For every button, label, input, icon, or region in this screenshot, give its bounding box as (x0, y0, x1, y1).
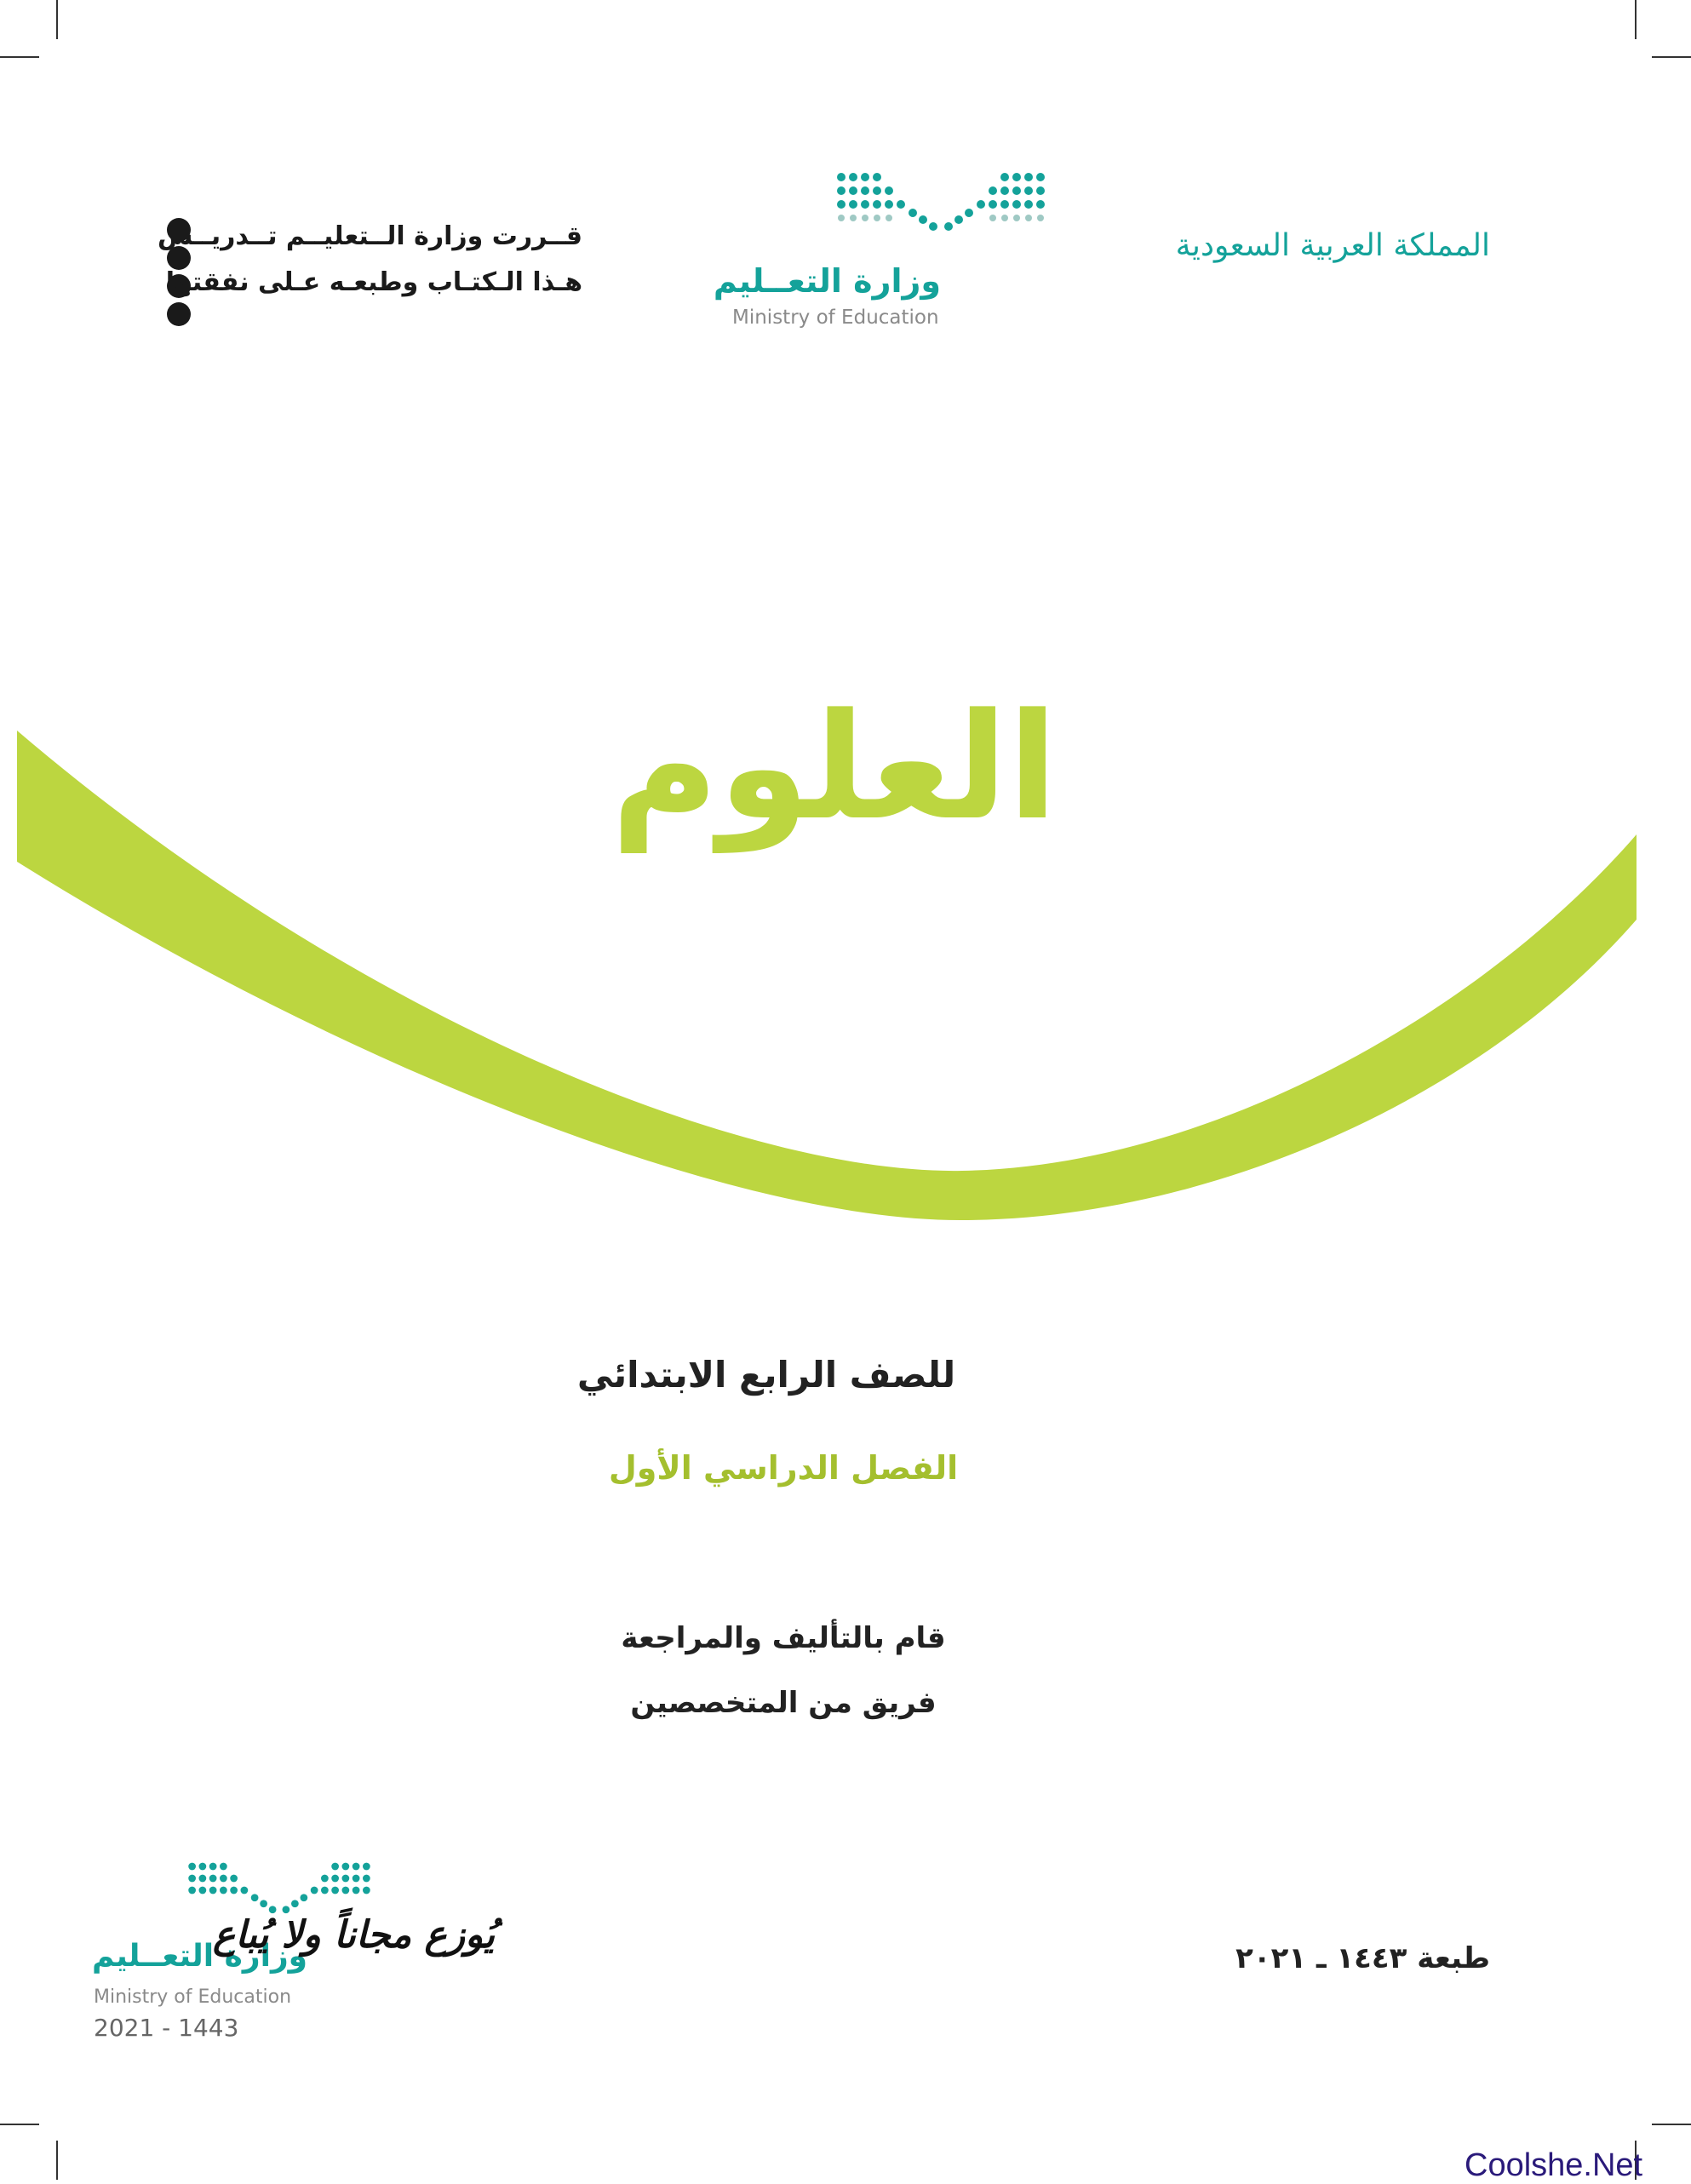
ministry-name-ar: وزارة التعــليم (713, 262, 941, 300)
footer-ministry-block (85, 1860, 495, 2048)
ministry-name-en: Ministry of Education (732, 307, 939, 329)
ministry-dots-icon (186, 1860, 373, 1920)
footer-years: 2021 - 1443 (94, 2014, 239, 2042)
footer-ministry-name-ar: وزارة التعــليم (92, 1939, 308, 1974)
website-watermark: Coolshe.Net (1465, 2147, 1643, 2183)
ministry-logo (715, 170, 1056, 341)
ministry-dots-icon (834, 170, 1047, 238)
free-distribution-stamp: يُوزع مجاناً ولا يُباع (213, 1913, 495, 1957)
semester: الفصل الدراسي الأول (608, 1449, 959, 1487)
kingdom-name: المملكة العربية السعودية (1175, 228, 1490, 263)
footer-ministry-name-en: Ministry of Education (94, 1986, 292, 2008)
approval-line-2: هـذا الـكتـاب وطبعـه عـلى نفقتها (165, 267, 582, 297)
book-title: العلوم (610, 681, 1058, 852)
edition-year: طبعة ١٤٤٣ ـ ٢٠٢١ (1235, 1941, 1490, 1975)
approval-line-1: قــررت وزارة الــتعليــم تــدريــس (157, 221, 582, 251)
authors-line-1: قام بالتأليف والمراجعة (621, 1621, 946, 1655)
grade-level: للصف الرابع الابتدائي (576, 1354, 956, 1396)
authors-line-2: فريق من المتخصصين (630, 1686, 937, 1720)
